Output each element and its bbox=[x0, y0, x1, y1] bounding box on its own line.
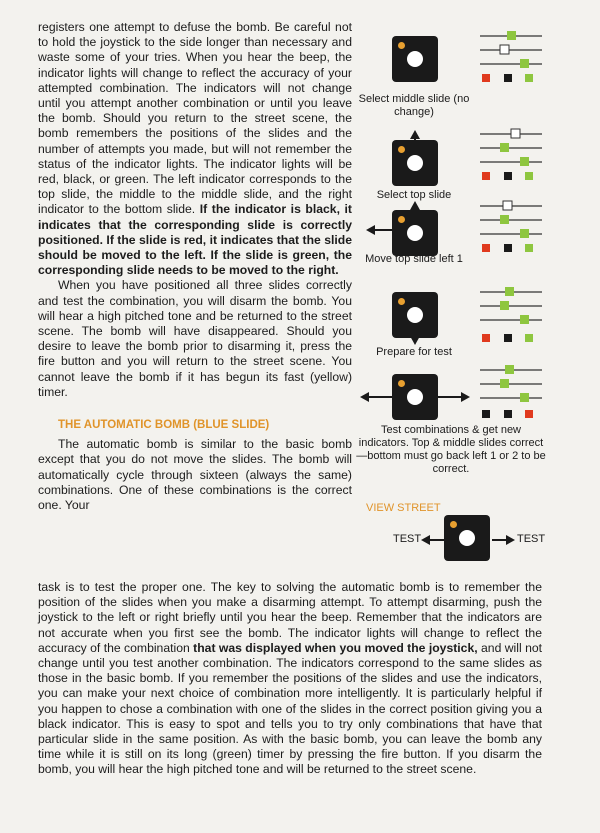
paragraph-1: registers one attempt to defuse the bomb. Be careful not to hold the joystick to the side longer than necessary and waste some of your tries. When you hear the beep, the indicator lights will change to reflect the accuracy of your attempted combination. The indicators will not change until you attempt another combination or until you leave the bomb. Should you return to the street scene, the bomb remembers the positions of the slides and the number of attempts you made, but will not remember the status of the indicator lights. The indicator lights will be red, black, or green. The left indicator corresponds to the top slide, the middle to the middle slide, and the right indicator to the bottom slide. If the indicator is black, it indicates that the corresponding slide is correctly positioned. If the slide is red, it indicates that the slide should be moved to the left. If the slide is green, the corresponding slide needs to be moved to the right. bbox=[38, 20, 352, 278]
caption-2: Select top slide bbox=[376, 189, 452, 201]
test-right-label: TEST bbox=[517, 533, 546, 545]
section-heading: THE AUTOMATIC BOMB (BLUE SLIDE) bbox=[58, 419, 270, 432]
indicator-black bbox=[504, 74, 512, 82]
caption-5: Test combinations & get new indicators. Top & middle slides correct—bottom must go back left 1 or 2 to be correct. bbox=[356, 424, 546, 475]
indicator-green bbox=[525, 74, 533, 82]
paragraph-2: When you have positioned all three slides correctly and test the combination, you will disarm the bomb. You will hear a high pitched tone and be returned to the street scene. The bomb will have disappeared. Should you desire to leave the bomb prior to disarming it, press the fire button and you will return to the street scene. You cannot leave the bomb if it has begun its fast (yellow) timer. bbox=[38, 278, 352, 399]
slide-set-3 bbox=[480, 201, 542, 252]
caption-3: Move top slide left 1 bbox=[365, 253, 463, 265]
slide-set-2 bbox=[480, 129, 542, 180]
view-street-label: VIEW STREET bbox=[366, 502, 441, 514]
slide-set-5 bbox=[480, 365, 542, 418]
full-paragraph-bold: that was displayed when you moved the joystick, bbox=[193, 640, 478, 655]
slide-set-4 bbox=[480, 287, 542, 342]
caption-4: Prepare for test bbox=[376, 346, 452, 358]
slide-marker-selected bbox=[500, 45, 509, 54]
slide-marker bbox=[520, 59, 529, 68]
paragraph-1-bold: If the indicator is black, it indicates that the corresponding slide is correctly positioned. If the slide is red, it indicates that the slide should be moved to the left. If the slide is green, the corresponding slide needs to be moved to the right. bbox=[38, 202, 352, 278]
caption-1: Select middle slide (no change) bbox=[358, 93, 470, 118]
indicator-red bbox=[482, 74, 490, 82]
full-width-text: task is to test the proper one. The key to solving the automatic bomb is to remember the position of the slides when you make a disarming attempt. To attempt disarming, push the joystick to the left or right briefly until you hear the beep. Remember that the indicators are not accurate when you first see the bomb. The indicator lights will change to reflect the accuracy of the combination that was displayed when you moved the joystick, and will not change until you test another combination. The indicators correspond to the same slides as those in the basic bomb. If you remember the positions of the slides and use the indicators, you can make your next choice of combination more intelligently. It is particularly helpful if you happen to chose a combination with one of the slides in the correct position giving you a black indicator. This is easy to spot and tells you to try only combinations that have that particular slide in the same position. As with the basic bomb, you can leave the bomb any time while it is still on its long (green) timer by pressing the fire button. If you disarm the bomb, you will hear the high pitched tone and will be returned to the street scene. bbox=[38, 580, 543, 777]
test-left-label: TEST bbox=[393, 533, 422, 545]
slide-marker bbox=[507, 31, 516, 40]
paragraph-3: The automatic bomb is similar to the basic bomb except that you do not move the slides. The bomb will automatically cycle through sixteen (always the same) combinations. One of these combinations is the correct one. Your bbox=[38, 437, 352, 513]
slide-set-1 bbox=[480, 31, 542, 82]
